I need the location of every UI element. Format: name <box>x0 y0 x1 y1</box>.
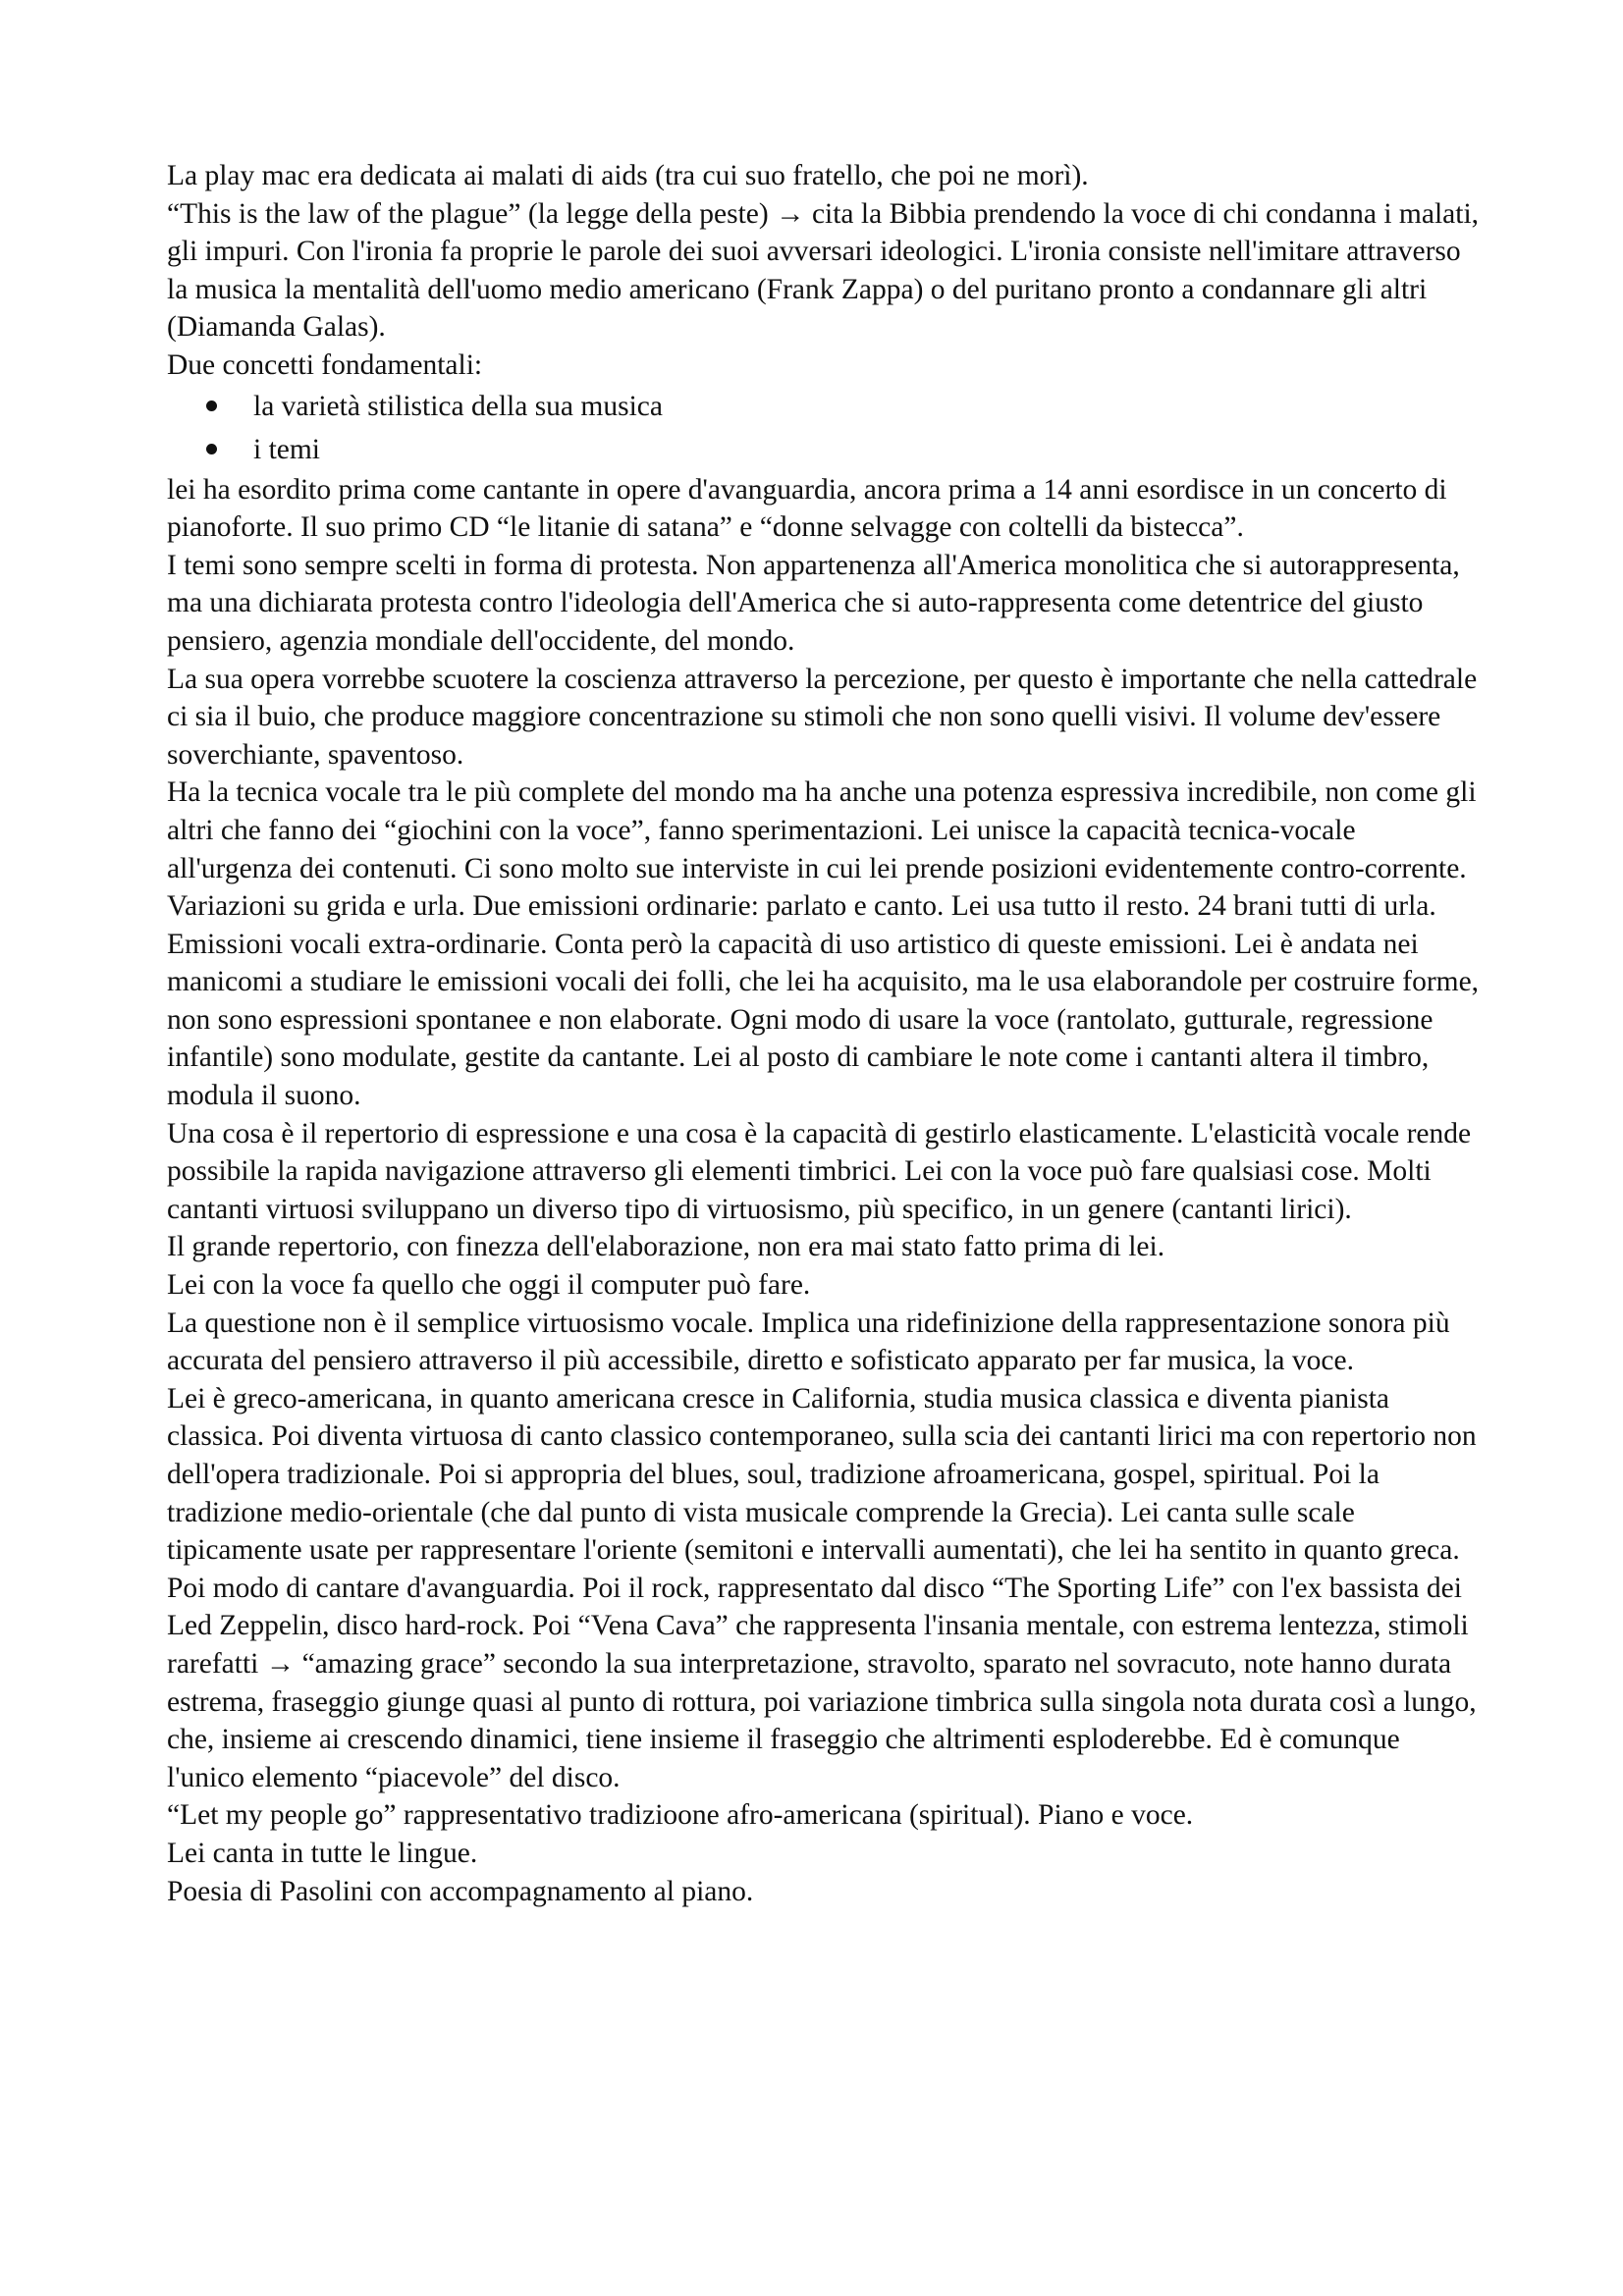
body-paragraph: I temi sono sempre scelti in forma di protesta. Non appartenenza all'America monolitica che si autorappresenta, ma una dichiarata protesta contro l'ideologia dell'America che si auto-rappresenta come detentrice del giusto pensiero, agenzia mondiale dell'occidente, del mondo. <box>167 549 1460 657</box>
body-paragraph: Lei è greco-americana, in quanto americana cresce in California, studia musica classica e diventa pianista classica. Poi diventa virtuosa di canto classico contemporaneo, sulla scia dei cantanti lirici ma con repertorio non dell'opera tradizionale. Poi si appropria del blues, soul, tradizione afroamericana, gospel, spiritual. Poi la tradizione medio-orientale (che dal punto di vista musicale comprende la Grecia). Lei canta sulle scale tipicamente usate per rappresentare l'oriente (semitoni e intervalli aumentati), che lei ha sentito in quanto greca. Poi modo di cantare d'avanguardia. Poi il rock, rappresentato dal disco “The Sporting Life” con l'ex bassista dei Led Zeppelin, disco hard-rock. Poi “Vena Cava” che rappresenta l'insania mentale, con estrema lentezza, stimoli rarefatti → “amazing grace” secondo la sua interpretazione, stravolto, sparato nel sovracuto, note hanno durata estrema, fraseggio giunge quasi al punto di rottura, poi variazione timbrica sulla singola nota durata così a lungo, che, insieme ai crescendo dinamici, tiene insieme il fraseggio che altrimenti esploderebbe. Ed è comunque l'unico elemento “piacevole” del disco. <box>167 1382 1477 1793</box>
intro-paragraph: “This is the law of the plague” (la legge della peste) → cita la Bibbia prendendo la voce di chi condanna i malati, gli impuri. Con l'ironia fa proprie le parole dei suoi avversari ideologici. L'ironia consiste nell'imitare attraverso la musica la mentalità dell'uomo medio americano (Frank Zappa) o del puritano pronto a condannare gli altri (Diamanda Galas). <box>167 197 1480 344</box>
intro-paragraph: Due concetti fondamentali: <box>167 348 483 381</box>
body-paragraph: Una cosa è il repertorio di espressione e una cosa è la capacità di gestirlo elasticamente. L'elasticità vocale rende possibile la rapida navigazione attraverso gli elementi timbrici. Lei con la voce può fare qualsiasi cose. Molti cantanti virtuosi sviluppano un diverso tipo di virtuosismo, più specifico, in un genere (cantanti lirici). <box>167 1117 1472 1225</box>
body-paragraph: Variazioni su grida e urla. Due emissioni ordinarie: parlato e canto. Lei usa tutto il resto. 24 brani tutti di urla. <box>167 890 1436 923</box>
bullet-icon <box>206 444 217 454</box>
body-paragraph: Lei canta in tutte le lingue. <box>167 1837 478 1869</box>
bullet-item <box>167 428 1483 471</box>
document-page <box>167 157 1483 1910</box>
bullet-item <box>167 385 1483 428</box>
bullet-list <box>167 385 1483 471</box>
bullet-text: i temi <box>253 433 321 465</box>
body-paragraph: Ha la tecnica vocale tra le più complete del mondo ma ha anche una potenza espressiva incredibile, non come gli altri che fanno dei “giochini con la voce”, fanno sperimentazioni. Lei unisce la capacità tecnica-vocale all'urgenza dei contenuti. Ci sono molto sue interviste in cui lei prende posizioni evidentemente contro-corrente. <box>167 776 1477 884</box>
body-paragraph: La sua opera vorrebbe scuotere la coscienza attraverso la percezione, per questo è importante che nella cattedrale ci sia il buio, che produce maggiore concentrazione su stimoli che non sono quelli visivi. Il volume dev'essere soverchiante, spaventoso. <box>167 663 1478 771</box>
bullet-text: la varietà stilistica della sua musica <box>253 390 663 422</box>
body-paragraph: “Let my people go” rappresentativo tradizioone afro-americana (spiritual). Piano e voce. <box>167 1799 1194 1832</box>
bullet-icon <box>206 400 217 411</box>
body-paragraph: Il grande repertorio, con finezza dell'elaborazione, non era mai stato fatto prima di lei. <box>167 1231 1165 1263</box>
intro-paragraph: La play mac era dedicata ai malati di aids (tra cui suo fratello, che poi ne morì). <box>167 160 1089 191</box>
body-paragraph: Lei con la voce fa quello che oggi il computer può fare. <box>167 1269 811 1302</box>
body-paragraph: lei ha esordito prima come cantante in opere d'avanguardia, ancora prima a 14 anni esordisce in un concerto di pianoforte. Il suo primo CD “le litanie di satana” e “donne selvagge con coltelli da bistecca”. <box>167 473 1447 544</box>
body-paragraph: La questione non è il semplice virtuosismo vocale. Implica una ridefinizione della rappresentazione sonora più accurata del pensiero attraverso il più accessibile, diretto e sofisticato apparato per far musica, la voce. <box>167 1307 1450 1377</box>
body-paragraph: Poesia di Pasolini con accompagnamento al piano. <box>167 1875 754 1907</box>
body-paragraph: Emissioni vocali extra-ordinarie. Conta però la capacità di uso artistico di queste emissioni. Lei è andata nei manicomi a studiare le emissioni vocali dei folli, che lei ha acquisito, ma le usa elaborandole per costruire forme, non sono espressioni spontanee e non elaborate. Ogni modo di usare la voce (rantolato, gutturale, regressione infantile) sono modulate, gestite da cantante. Lei al posto di cambiare le note come i cantanti altera il timbro, modula il suono. <box>167 928 1480 1112</box>
